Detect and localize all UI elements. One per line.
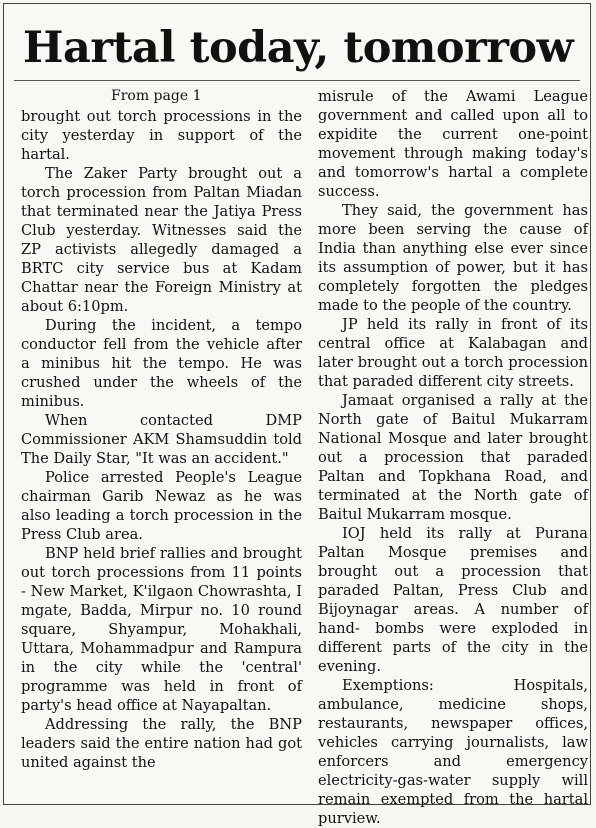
- paragraph: They said, the government has more been serving the cause of India than anything else ever since its assumption of power, but it has completely forgotten the pledges made to the people of the country.: [318, 202, 588, 314]
- paragraph: Jamaat organised a rally at the North gate of Baitul Mukarram National Mosque and later brought out a procession that paraded Paltan and Topkhana Road, and terminated at the North gate of Baitul Mukarram mosque.: [318, 392, 588, 523]
- paragraph: IOJ held its rally at Purana Paltan Mosque premises and brought out a procession that paraded Paltan, Press Club and Bijoynagar areas. A number of hand- bombs were exploded in different parts of the city in the evening.: [318, 525, 588, 675]
- paragraph: misrule of the Awami League government and called upon all to expidite the current one-point movement through making today's and tomorrow's hartal a complete success.: [318, 88, 588, 200]
- paragraph: During the incident, a tempo conductor fell from the vehicle after a minibus hit the tempo. He was crushed under the wheels of the minibus.: [21, 317, 302, 410]
- headline-rule: [14, 80, 580, 81]
- paragraph: BNP held brief rallies and brought out torch processions from 11 points - New Market, K'ilgaon Chowrashta, I mgate, Badda, Mirpur no. 10 round square, Shyampur, Mohakhali, Uttara, Mohammadpur and Rampura in the city while the 'central' programme was held in front of party's head office at Nayapaltan.: [21, 545, 302, 714]
- paragraph: Exemptions: Hospitals, ambulance, medicine shops, restaurants, newspaper offices, vehicles carrying journalists, law enforcers and emergency electricity-gas-water supply will remain exempted from the hartal purview.: [318, 677, 588, 827]
- paragraph: Police arrested People's League chairman Garib Newaz as he was also leading a torch procession in the Press Club area.: [21, 469, 302, 543]
- paragraph: brought out torch processions in the city yesterday in support of the hartal.: [21, 108, 302, 163]
- jump-label: From page 1: [111, 88, 202, 104]
- article-column-right: [318, 87, 588, 828]
- paragraph: The Zaker Party brought out a torch procession from Paltan Miadan that terminated near the Jatiya Press Club yesterday. Witnesses said the ZP activists allegedly damaged a BRTC city service bus at Kadam Chattar near the Foreign Ministry at about 6:10pm.: [21, 165, 302, 315]
- newspaper-clipping: [3, 3, 591, 827]
- paragraph: JP held its rally in front of its central office at Kalabagan and later brought out a torch procession that paraded different city streets.: [318, 316, 588, 390]
- paragraph: When contacted DMP Commissioner AKM Shamsuddin told The Daily Star, "It was an accident.": [21, 412, 302, 467]
- paragraph: Addressing the rally, the BNP leaders said the entire nation had got united against the: [21, 716, 302, 771]
- headline: Hartal today, tomorrow: [22, 23, 574, 73]
- article-column-left: [21, 87, 302, 772]
